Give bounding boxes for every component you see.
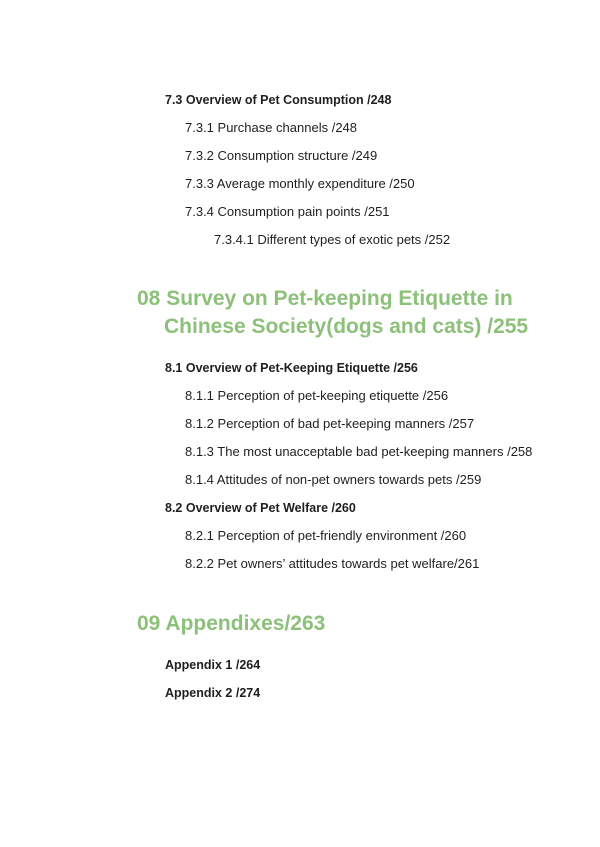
toc-item-8-1-1[interactable]: 8.1.1 Perception of pet-keeping etiquette /256 [185,388,449,403]
chapter-09-title[interactable]: 09 Appendixes/263 [137,612,326,635]
toc-item-7-3-2[interactable]: 7.3.2 Consumption structure /249 [185,148,378,163]
toc-appendix-2[interactable]: Appendix 2 /274 [165,686,261,700]
toc-appendix-1[interactable]: Appendix 1 /264 [165,658,261,672]
toc-section-8-2[interactable]: 8.2 Overview of Pet Welfare /260 [165,501,356,515]
toc-section-7-3[interactable]: 7.3 Overview of Pet Consumption /248 [165,93,392,107]
toc-item-7-3-3[interactable]: 7.3.3 Average monthly expenditure /250 [185,176,415,191]
toc-section-8-1[interactable]: 8.1 Overview of Pet-Keeping Etiquette /256 [165,361,418,375]
toc-item-8-1-2[interactable]: 8.1.2 Perception of bad pet-keeping manners /257 [185,416,475,431]
toc-item-8-2-1[interactable]: 8.2.1 Perception of pet-friendly environment /260 [185,528,467,543]
toc-item-7-3-1[interactable]: 7.3.1 Purchase channels /248 [185,120,358,135]
toc-item-8-2-2[interactable]: 8.2.2 Pet owners’ attitudes towards pet welfare/261 [185,556,480,571]
toc-item-8-1-3[interactable]: 8.1.3 The most unacceptable bad pet-keeping manners /258 [185,444,533,459]
toc-item-8-1-4[interactable]: 8.1.4 Attitudes of non-pet owners towards pets /259 [185,472,482,487]
toc-item-7-3-4[interactable]: 7.3.4 Consumption pain points /251 [185,204,390,219]
chapter-08-title-line2[interactable]: Chinese Society(dogs and cats) /255 [164,315,529,338]
toc-item-7-3-4-1[interactable]: 7.3.4.1 Different types of exotic pets /252 [214,232,451,247]
chapter-08-title-line1[interactable]: 08 Survey on Pet-keeping Etiquette in [137,287,513,310]
